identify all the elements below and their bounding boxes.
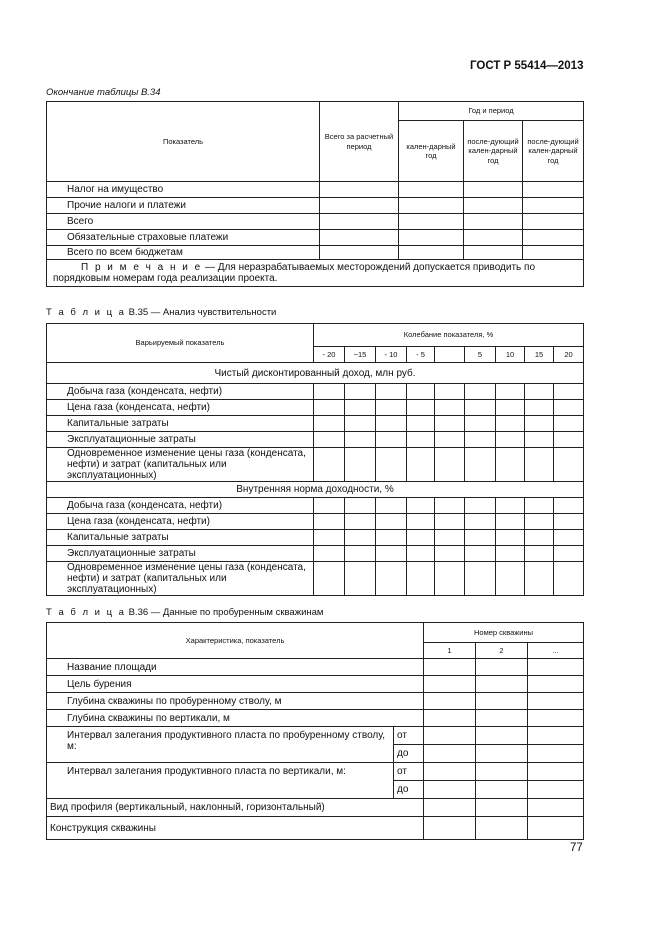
t35-col: 5 xyxy=(465,347,496,363)
table-row: Глубина скважины по пробуренному стволу, м xyxy=(47,693,424,710)
t34-col-next1: после-дующий кален-дарный год xyxy=(464,121,523,182)
t34-col-cal-year: кален-дарный год xyxy=(399,121,464,182)
t36-construction: Конструкция скважины xyxy=(47,817,424,840)
table-row: Всего xyxy=(47,214,320,230)
table-row: Цель бурения xyxy=(47,676,424,693)
standard-header: ГОСТ Р 55414—2013 xyxy=(470,60,584,72)
t35-col: 20 xyxy=(554,347,584,363)
t35-col xyxy=(435,347,465,363)
table-row: Капитальные затраты xyxy=(47,530,314,546)
t36-from: от xyxy=(394,727,424,745)
table-row: Эксплуатационные затраты xyxy=(47,432,314,448)
table-row: Капитальные затраты xyxy=(47,416,314,432)
t34-note-text: — Для неразрабатываемых месторождений допускается приводить по порядковым номерам года реализации проекта. xyxy=(53,262,536,284)
table-row: Цена газа (конденсата, нефти) xyxy=(47,400,314,416)
t35-col: - 10 xyxy=(376,347,407,363)
table-row: Одновременное изменение цены газа (конденсата, нефти) и затрат (капитальных или эксплуатационных) xyxy=(47,448,314,482)
table-34 xyxy=(46,101,584,287)
table-35 xyxy=(46,323,584,596)
t36-interval-trunk: Интервал залегания продуктивного пласта по пробуренному стволу, м: xyxy=(47,727,394,763)
table-row: Название площади xyxy=(47,659,424,676)
table-row: Налог на имущество xyxy=(47,182,320,198)
t36-col-char: Характеристика, показатель xyxy=(47,623,424,659)
table-35-caption: Т а б л и ц а В.35 — Анализ чувствительности xyxy=(46,307,277,318)
table-36 xyxy=(46,622,584,840)
t34-col-next2: после-дующий кален-дарный год xyxy=(523,121,584,182)
table-row: Всего по всем бюджетам xyxy=(47,246,320,260)
table-row: Прочие налоги и платежи xyxy=(47,198,320,214)
table-36-caption: Т а б л и ц а В.36 — Данные по пробуренным скважинам xyxy=(46,607,324,618)
t36-interval-vertical: Интервал залегания продуктивного пласта по вертикали, м: xyxy=(47,763,394,799)
t35-section-irr: Внутренняя норма доходности, % xyxy=(47,482,584,498)
t36-col-group: Номер скважины xyxy=(424,623,584,643)
t34-col-total: Всего за расчетный период xyxy=(320,102,399,182)
t35-col-group: Колебание показателя, % xyxy=(314,324,584,347)
t34-note-label: П р и м е ч а н и е xyxy=(81,262,203,273)
table-row: Эксплуатационные затраты xyxy=(47,546,314,562)
t34-col-year-group: Год и период xyxy=(399,102,584,121)
t36-to: до xyxy=(394,781,424,799)
t36-profile: Вид профиля (вертикальный, наклонный, горизонтальный) xyxy=(47,799,424,817)
table-row: Добыча газа (конденсата, нефти) xyxy=(47,498,314,514)
t35-col: - 5 xyxy=(407,347,435,363)
t36-col: ... xyxy=(528,643,584,659)
table-row: Глубина скважины по вертикали, м xyxy=(47,710,424,727)
t35-col: - 20 xyxy=(314,347,345,363)
t35-col: 10 xyxy=(496,347,525,363)
table-row: Обязательные страховые платежи xyxy=(47,230,320,246)
table-row: Цена газа (конденсата, нефти) xyxy=(47,514,314,530)
t34-note xyxy=(47,260,584,287)
table-row: Добыча газа (конденсата, нефти) xyxy=(47,384,314,400)
t36-from: от xyxy=(394,763,424,781)
t34-col-indicator: Показатель xyxy=(47,102,320,182)
t35-col: −15 xyxy=(345,347,376,363)
t35-col: 15 xyxy=(525,347,554,363)
table-row: Одновременное изменение цены газа (конденсата, нефти) и затрат (капитальных или эксплуатационных) xyxy=(47,562,314,596)
t36-to: до xyxy=(394,745,424,763)
table-34-caption: Окончание таблицы В.34 xyxy=(46,87,161,98)
t35-col-param: Варьируемый показатель xyxy=(47,324,314,363)
t36-col: 2 xyxy=(476,643,528,659)
t35-section-npv: Чистый дисконтированный доход, млн руб. xyxy=(47,363,584,384)
page-number: 77 xyxy=(570,842,583,854)
t36-col: 1 xyxy=(424,643,476,659)
